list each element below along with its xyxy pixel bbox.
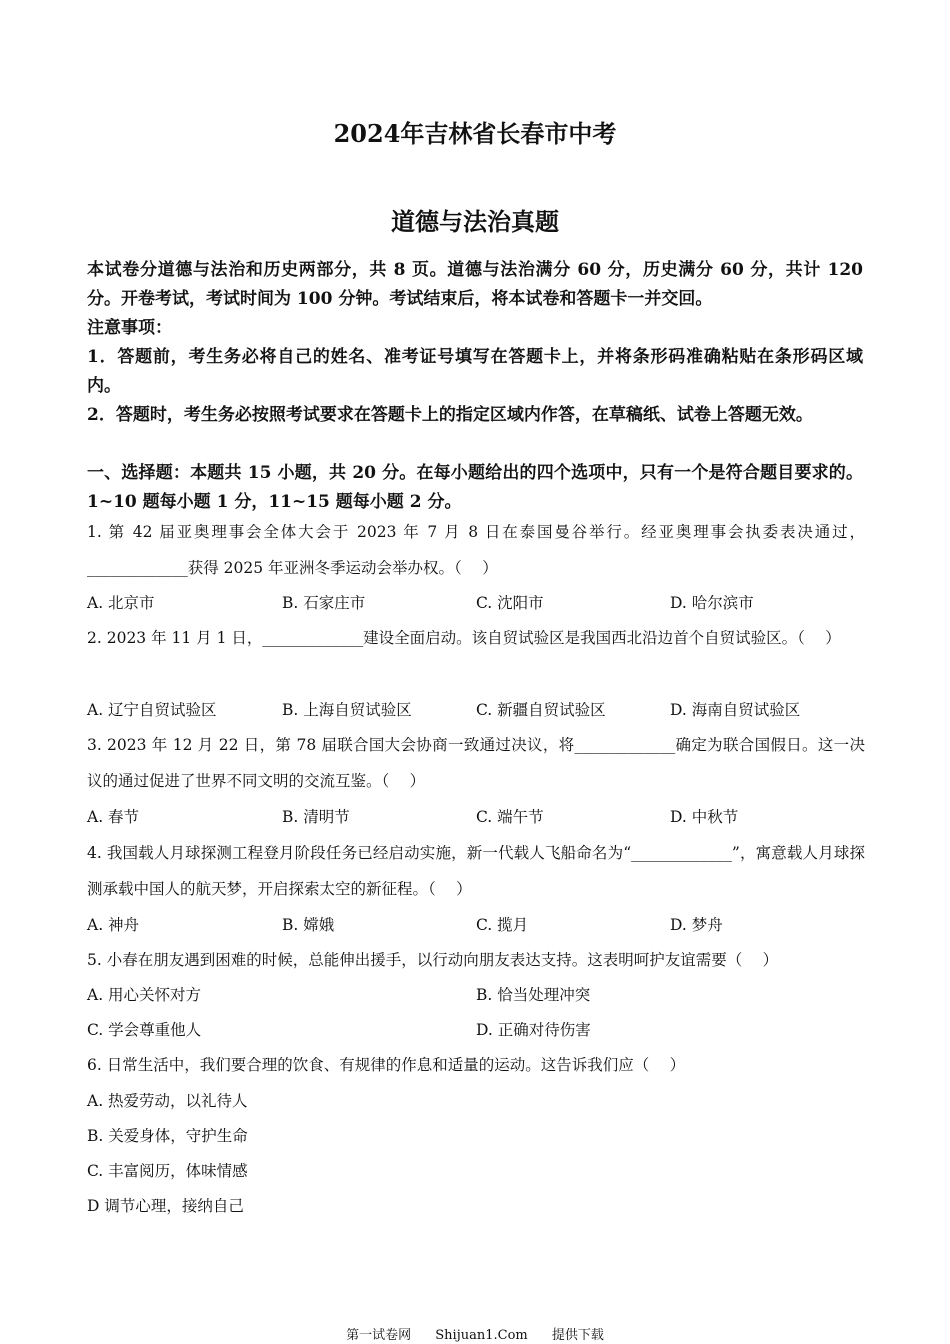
question-6-stem: 6. 日常生活中，我们要合理的饮食、有规律的作息和适量的运动。这告诉我们应（ ）	[87, 1056, 686, 1074]
notice-item-2: 2．答题时，考生务必按照考试要求在答题卡上的指定区域内作答，在草稿纸、试卷上答题无效。	[87, 405, 813, 425]
question-2-option-a[interactable]: A. 辽宁自贸试验区	[87, 701, 217, 719]
question-5-option-d[interactable]: D. 正确对待伤害	[476, 1021, 591, 1039]
question-1-stem: 1. 第 42 届亚奥理事会全体大会于 2023 年 7 月 8 日在泰国曼谷举行。经亚奥理事会执委表决通过，_____________获得 2025 年亚洲冬季运动会举办权。（ ）	[87, 523, 865, 577]
question-4-stem: 4. 我国载人月球探测工程登月阶段任务已经启动实施，新一代载人飞船命名为“_____________”，寓意载人月球探测承载中国人的航天梦，开启探索太空的新征程。（ ）	[87, 844, 865, 898]
question-3-option-c[interactable]: C. 端午节	[476, 808, 544, 826]
question-2-option-d[interactable]: D. 海南自贸试验区	[670, 701, 801, 719]
question-1-option-a[interactable]: A. 北京市	[87, 594, 155, 612]
footer-site-url[interactable]: Shijuan1.Com	[435, 1328, 528, 1343]
notice-title: 注意事项：	[87, 318, 172, 338]
section-heading: 一、选择题：本题共 15 小题，共 20 分。在每小题给出的四个选项中，只有一个是符合题目要求的。1~10 题每小题 1 分，11~15 题每小题 2 分。	[87, 463, 863, 512]
question-4-option-b[interactable]: B. 嫦娥	[282, 916, 335, 934]
question-5-option-b[interactable]: B. 恰当处理冲突	[476, 986, 591, 1004]
page-footer	[0, 1324, 950, 1343]
question-4-option-d[interactable]: D. 梦舟	[670, 916, 723, 934]
question-1-option-c[interactable]: C. 沈阳市	[476, 594, 544, 612]
question-6-option-a[interactable]: A. 热爱劳动，以礼待人	[87, 1092, 248, 1110]
question-3-option-a[interactable]: A. 春节	[87, 808, 140, 826]
question-1-option-d[interactable]: D. 哈尔滨市	[670, 594, 754, 612]
question-6-option-d[interactable]: D 调节心理，接纳自己	[87, 1197, 244, 1215]
question-5-option-c[interactable]: C. 学会尊重他人	[87, 1021, 202, 1039]
question-3-stem: 3. 2023 年 12 月 22 日，第 78 届联合国大会协商一致通过决议，将_____________确定为联合国假日。这一决议的通过促进了世界不同文明的交流互鉴。（ ）	[87, 736, 865, 790]
question-2-stem: 2. 2023 年 11 月 1 日，_____________建设全面启动。该自贸试验区是我国西北沿边首个自贸试验区。（ ）	[87, 629, 841, 647]
question-6-option-b[interactable]: B. 关爱身体，守护生命	[87, 1127, 248, 1145]
question-2-option-c[interactable]: C. 新疆自贸试验区	[476, 701, 606, 719]
exam-description: 本试卷分道德与法治和历史两部分，共 8 页。道德与法治满分 60 分，历史满分 60 分，共计 120 分。开卷考试，考试时间为 100 分钟。考试结束后，将本试卷和答题卡一并交回。	[87, 260, 863, 309]
footer-download: 提供下载	[551, 1328, 604, 1343]
question-1-option-b[interactable]: B. 石家庄市	[282, 594, 366, 612]
question-3-option-d[interactable]: D. 中秋节	[670, 808, 739, 826]
question-5-stem: 5. 小春在朋友遇到困难的时候，总能伸出援手，以行动向朋友表达支持。这表明呵护友谊需要（ ）	[87, 951, 779, 969]
question-3-option-b[interactable]: B. 清明节	[282, 808, 350, 826]
question-5-option-a[interactable]: A. 用心关怀对方	[87, 986, 202, 1004]
footer-site-name: 第一试卷网	[346, 1328, 412, 1343]
question-4-option-a[interactable]: A. 神舟	[87, 916, 140, 934]
question-6-option-c[interactable]: C. 丰富阅历，体味情感	[87, 1162, 248, 1180]
question-4-option-c[interactable]: C. 揽月	[476, 916, 529, 934]
notice-item-1: 1．答题前，考生务必将自己的姓名、准考证号填写在答题卡上，并将条形码准确粘贴在条形码区域内。	[87, 347, 863, 396]
exam-title: 2024年吉林省长春市中考	[333, 119, 617, 148]
exam-subtitle: 道德与法治真题	[391, 207, 559, 236]
question-2-option-b[interactable]: B. 上海自贸试验区	[282, 701, 412, 719]
